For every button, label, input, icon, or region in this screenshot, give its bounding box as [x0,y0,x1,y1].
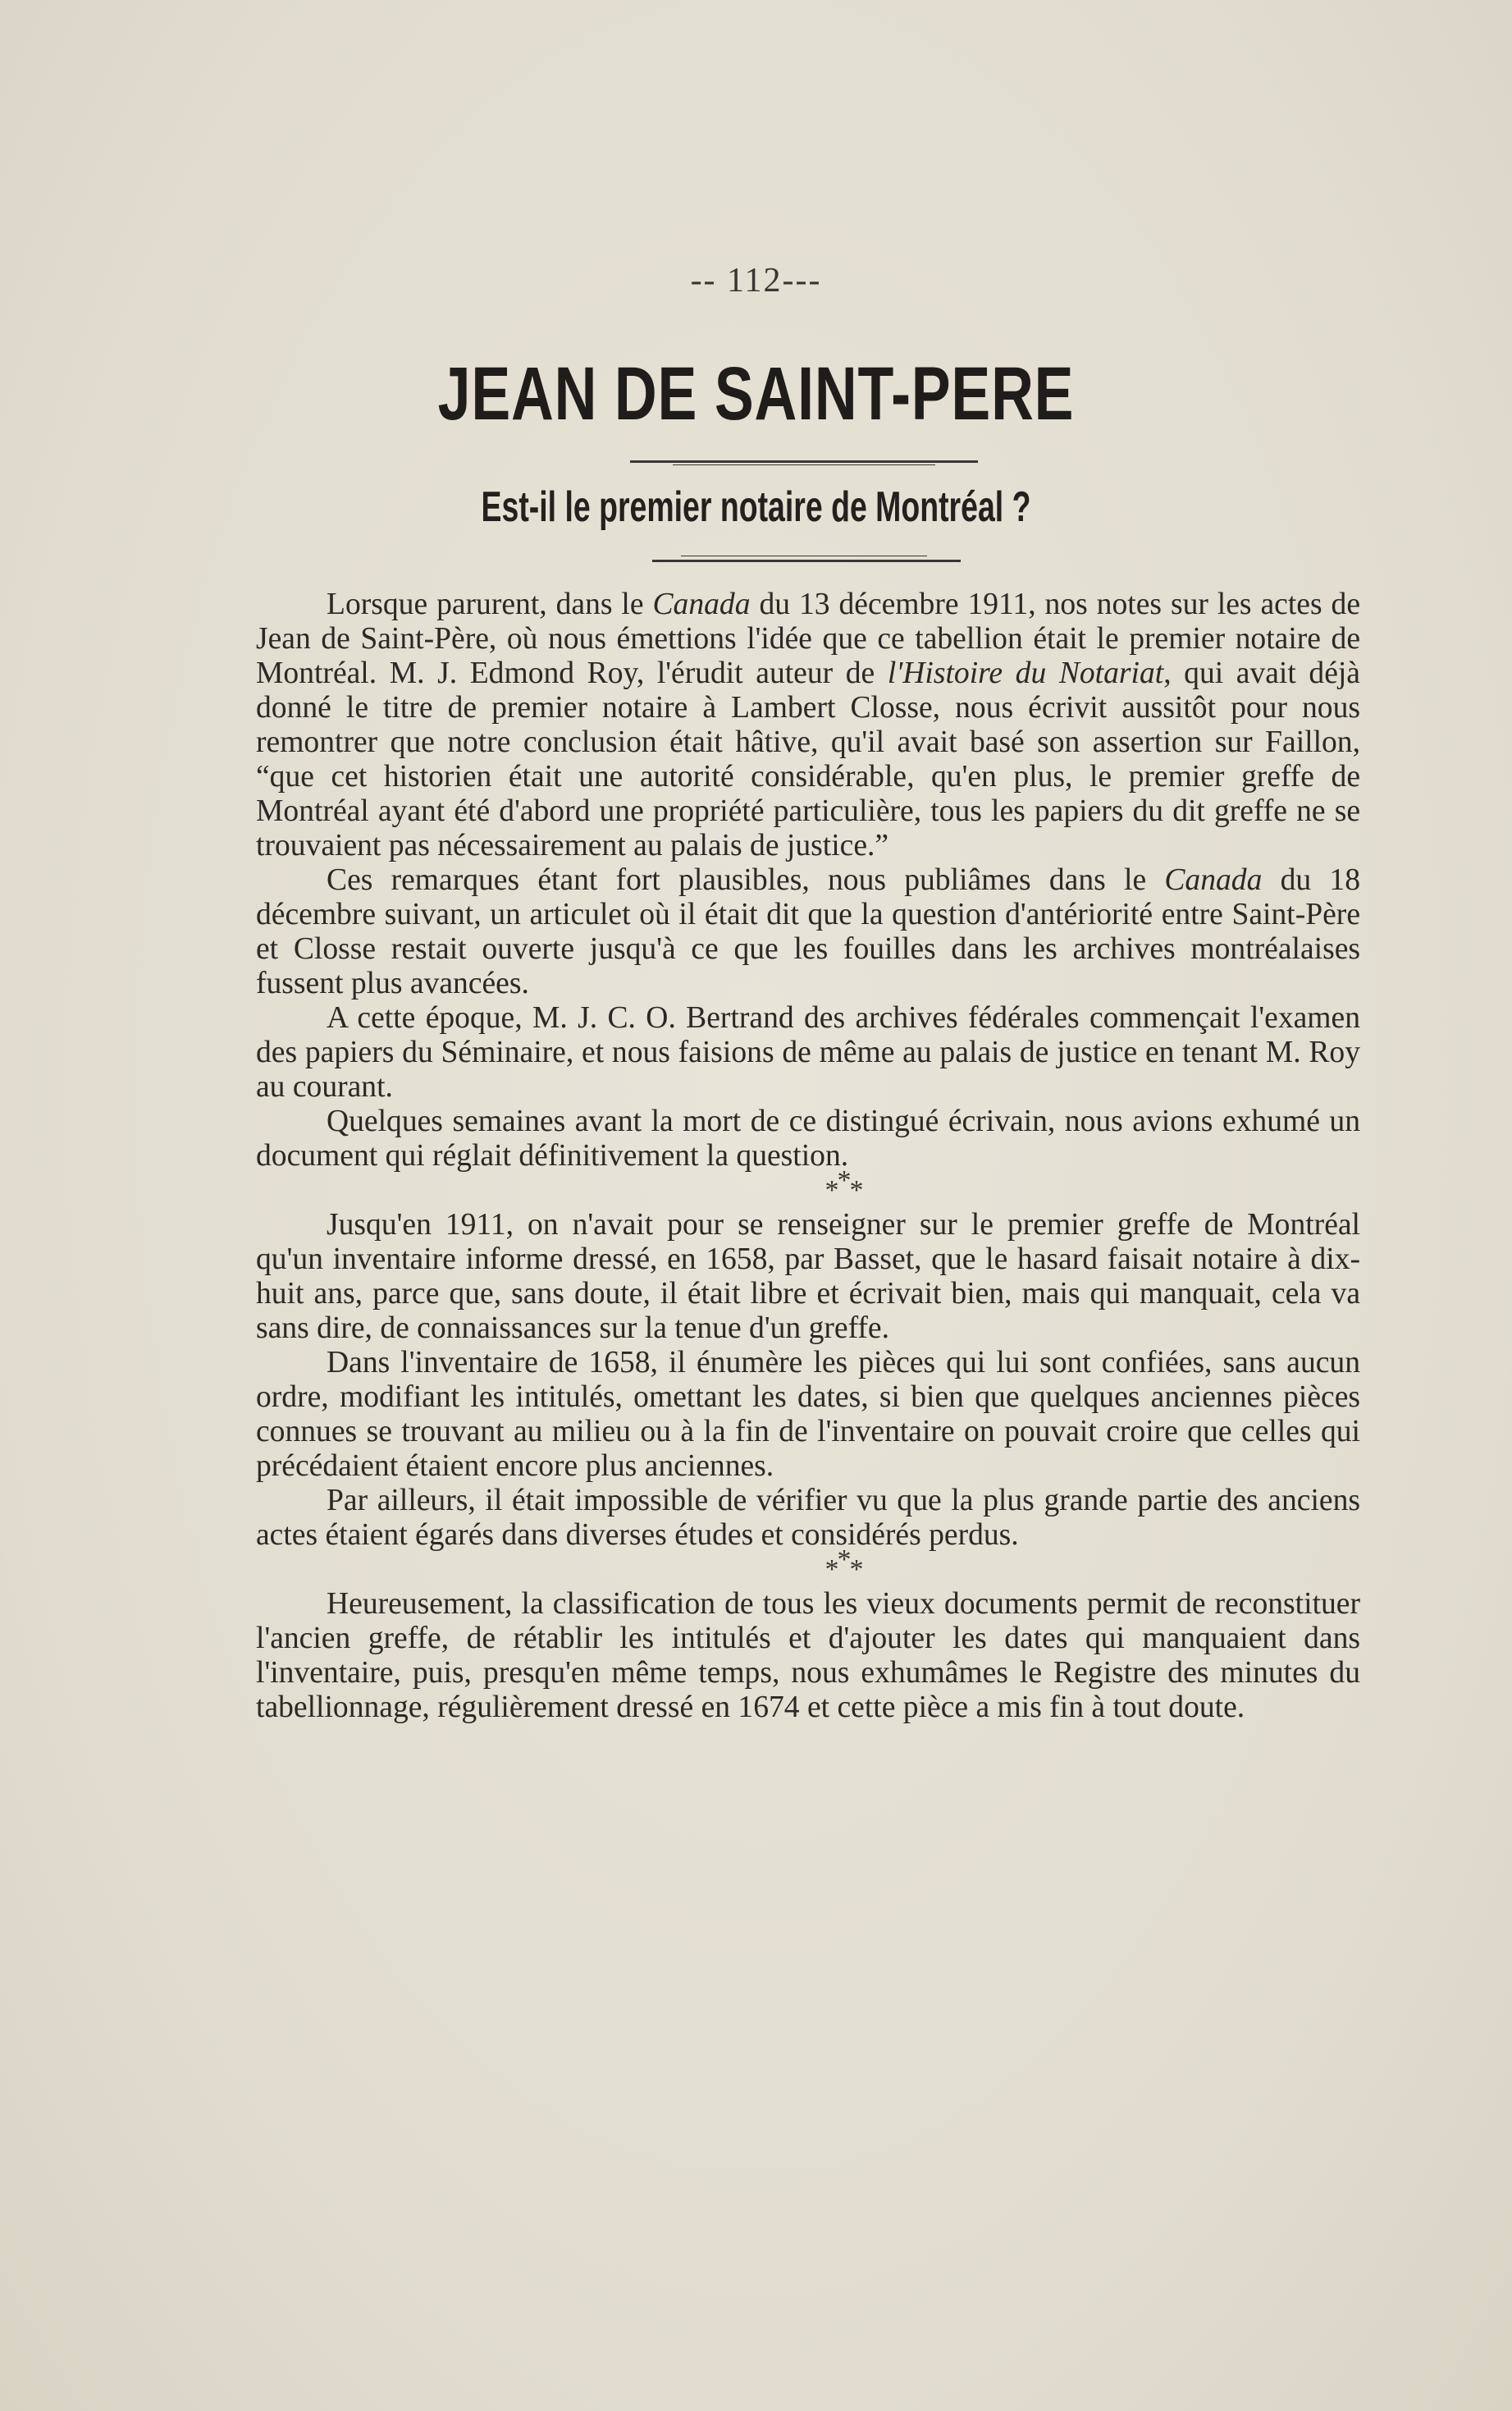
paragraph-p3 [256,1001,1360,1105]
text-run: Heureusement, la classification de tous les vieux documents permit de reconstituer l'ancien greffe, de rétablir les intitulés et d'ajouter les dates qui manquaient dans l'inventaire, puis, presqu'en même temps, nous exhumâmes le Registre des minutes du tabellionnage, régulièrement dressé en 1674 et cette pièce a mis fin à tout doute. [256,1587,1360,1724]
italic-title: l'Histoire du Notariat [887,657,1164,690]
paragraph-p5 [256,1208,1360,1346]
italic-title: Canada [1164,863,1263,897]
article-title: JEAN DE SAINT-PERE [437,352,1075,436]
section-break-stars: *** [825,1544,862,1585]
paragraph-p8 [256,1587,1360,1725]
text-run: Quelques semaines avant la mort de ce distingué écrivain, nous avions exhumé un document qui réglait définitivement la question. [256,1105,1360,1173]
text-run: Dans l'inventaire de 1658, il énumère les pièces qui lui sont confiées, sans aucun ordre, modifiant les intitulés, omettant les dates, si bien que quelques anciennes pièces connues se trouvant au milieu ou à la fin de l'inventaire on pouvait croire que celles qui précédaient étaient encore plus anciennes. [256,1346,1360,1483]
page-number: -- 112--- [690,262,822,300]
paragraph-p7 [256,1484,1360,1553]
text-run: Lorsque parurent, dans le [327,588,653,621]
text-run: du 13 décembre 1911, nos notes sur les actes de Jean de Saint-Père, où nous émettions l'idée que ce tabellion était le premier notaire de Montréal. M. J. Edmond Roy, l'érudit auteur de [256,588,1360,690]
italic-title: Canada [652,588,751,621]
text-run: Par ailleurs, il était impossible de vérifier vu que la plus grande partie des anciens actes étaient égarés dans diverses études et considérés perdus. [256,1484,1360,1552]
paragraph-p1 [256,588,1360,863]
text-run: Jusqu'en 1911, on n'avait pour se renseigner sur le premier greffe de Montréal qu'un inventaire informe dressé, en 1658, par Basset, que le hasard faisait notaire à dix-huit ans, parce que, sans doute, il était libre et écrivait bien, mais qui manquait, cela va sans dire, de connaissances sur la tenue d'un greffe. [256,1208,1360,1345]
title-rule-upper [630,460,978,463]
article-subtitle: Est-il le premier notaire de Montréal ? [481,483,1031,531]
text-run: , qui avait déjà donné le titre de premier notaire à Lambert Closse, nous écrivit aussitôt pour nous remontrer que notre conclusion était hâtive, qu'il avait basé son assertion sur Faillon, “que cet historien était une autorité considérable, qu'en plus, le premier greffe de Montréal ayant été d'abord une propriété particulière, tous les papiers du dit greffe ne se trouvaient pas nécessairement au palais de justice.” [256,657,1360,862]
paragraph-p4 [256,1105,1360,1173]
section-break-stars: *** [825,1165,862,1206]
paragraph-p6 [256,1346,1360,1484]
text-run: A cette époque, M. J. C. O. Bertrand des archives fédérales commençait l'examen des papiers du Séminaire, et nous faisions de même au palais de justice en tenant M. Roy au courant. [256,1001,1360,1104]
paragraph-p2 [256,863,1360,1001]
text-run: du 18 décembre suivant, un articulet où il était dit que la question d'antériorité entre Saint-Père et Closse restait ouverte jusqu'à ce que les fouilles dans les archives montréalaises fussent plus avancées. [256,863,1360,1000]
subtitle-rule-lower [652,560,961,562]
article-body [256,588,1360,1725]
text-run: Ces remarques étant fort plausibles, nous publiâmes dans le [327,863,1165,897]
title-rule-upper-thin [673,464,935,465]
